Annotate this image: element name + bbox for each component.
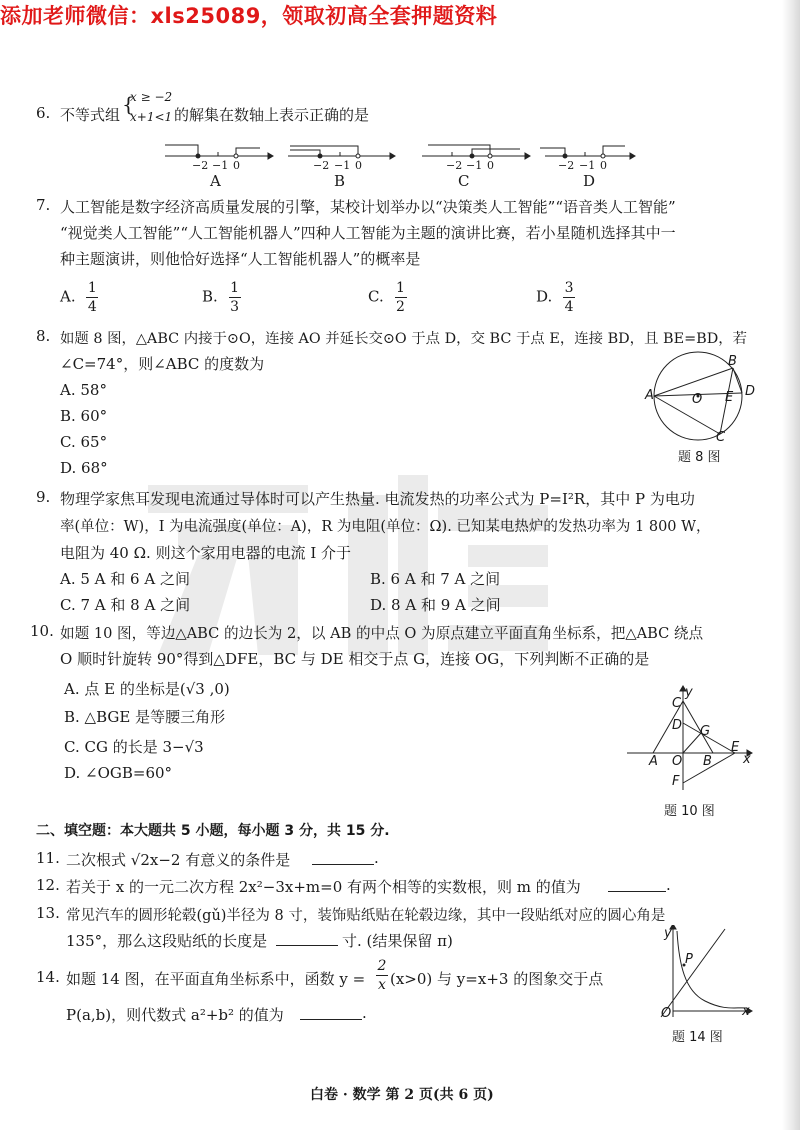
q6-axis-label-a-0: 0	[233, 159, 240, 172]
q8-caption: 题 8 图	[678, 450, 721, 465]
q9-line3: 电阻为 40 Ω. 则这个家用电器的电流 I 介于	[60, 544, 352, 562]
q10-label-g: G	[700, 724, 711, 739]
q9-option-c: C. 7 A 和 8 A 之间	[60, 596, 191, 614]
q7-option-a-label: A.	[60, 287, 76, 306]
q7-option-c-fraction	[395, 280, 407, 315]
q7-option-c	[368, 280, 407, 315]
q10-line2: O 顺时针旋转 90°得到△DFE，BC 与 DE 相交于点 G，连接 OG，下列判断不正确的是	[60, 650, 650, 668]
q8-label-e: E	[725, 390, 734, 405]
q8-label-a: A	[645, 388, 654, 403]
q7-line2: “视觉类人工智能”“人工智能机器人”四种人工智能为主题的演讲比赛，若小星随机选择其中一	[60, 224, 676, 242]
q7-option-b-label: B.	[202, 287, 218, 306]
q12-text: 若关于 x 的一元二次方程 2x²−3x+m=0 有两个相等的实数根，则 m 的值为	[66, 878, 581, 896]
q10-label-o: O	[672, 754, 683, 769]
q9-number: 9.	[36, 488, 51, 506]
q8-label-c: C	[716, 430, 726, 445]
page-edge-shadow	[782, 0, 800, 1130]
q10-label-f: F	[672, 774, 680, 789]
q12-end: .	[666, 876, 671, 894]
q10-line1: 如题 10 图，等边△ABC 的边长为 2，以 AB 的中点 O 为原点建立平面直角坐标系，把△ABC 绕点	[60, 625, 704, 642]
q6-axis-label-c-m1: −1	[466, 159, 483, 172]
q6-text: 不等式组	[60, 106, 121, 124]
q6-sys-top: x ≥ −2	[130, 90, 173, 104]
q7-option-c-num: 1	[396, 280, 405, 296]
q7-option-b-den: 3	[230, 299, 240, 315]
q7-option-a	[60, 280, 98, 315]
q8-label-b: B	[728, 354, 737, 369]
q9-option-b: B. 6 A 和 7 A 之间	[370, 570, 501, 588]
q6-axis-label-a-m1: −1	[212, 159, 229, 172]
q6-axis-label-d-m1: −1	[579, 159, 596, 172]
q10-number: 10.	[30, 622, 54, 640]
q8-number: 8.	[36, 327, 51, 345]
q14-line2a: P(a,b)，则代数式 a²+b² 的值为	[66, 1006, 284, 1024]
q12-answer-blank[interactable]	[608, 891, 666, 892]
q10-label-a: A	[649, 754, 658, 769]
q14-frac-num: 2	[377, 958, 387, 974]
q8-option-a: A. 58°	[60, 381, 107, 399]
q6-axis-label-b-m2: −2	[313, 159, 330, 172]
q6-axis-label-c-m2: −2	[446, 159, 463, 172]
q11-end: .	[374, 849, 379, 867]
q9-option-d: D. 8 A 和 9 A 之间	[370, 596, 501, 614]
q10-label-b: B	[703, 754, 712, 769]
q14-line2b: .	[362, 1004, 367, 1022]
q13-line2b: 寸. (结果保留 π)	[342, 932, 453, 950]
q8-line1: 如题 8 图，△ABC 内接于⊙O，连接 AO 并延长交⊙O 于点 D，交 BC 于点 E，连接 BD，且 BE=BD，若	[60, 331, 748, 347]
q8-option-c: C. 65°	[60, 433, 108, 451]
q6-axis-label-c-0: 0	[487, 159, 494, 172]
q10-label-y: y	[685, 685, 693, 700]
q10-label-e: E	[731, 740, 740, 755]
q7-option-c-den: 2	[396, 299, 405, 315]
q10-option-c: C. CG 的长是 3−√3	[64, 738, 204, 756]
q6-text2: 的解集在数轴上表示正确的是	[174, 106, 370, 124]
q8-label-d: D	[745, 384, 756, 399]
q9-option-a: A. 5 A 和 6 A 之间	[60, 570, 190, 588]
q13-line2a: 135°，那么这段贴纸的长度是	[66, 932, 268, 950]
q14-label-y: y	[664, 926, 672, 941]
q7-number: 7.	[36, 196, 51, 214]
q10-option-a: A. 点 E 的坐标是(√3 ,0)	[64, 680, 230, 698]
q6-number: 6.	[36, 104, 51, 122]
q10-option-d: D. ∠OGB=60°	[64, 764, 173, 782]
q7-option-b-fraction	[229, 280, 241, 315]
q6-option-b: B	[334, 172, 346, 190]
q14-fraction	[376, 958, 388, 993]
q14-line1a: 如题 14 图，在平面直角坐标系中，函数 y =	[66, 970, 366, 988]
q9-line2: 率(单位：W)，I 为电流强度(单位：A)，R 为电阻(单位：Ω). 已知某电热炉的发热功率为 1 800 W，	[60, 519, 711, 535]
q10-label-c: C	[672, 696, 682, 711]
q6-option-a: A	[210, 172, 221, 190]
q6-brace: {	[122, 92, 135, 116]
q14-label-o: O	[661, 1006, 672, 1021]
q7-line1: 人工智能是数字经济高质量发展的引擎，某校计划举办以“决策类人工智能”“语音类人工智能”	[60, 198, 676, 216]
q13-answer-blank[interactable]	[276, 945, 338, 946]
q12-number: 12.	[36, 876, 60, 894]
q7-option-a-den: 4	[87, 299, 97, 315]
q10-label-d: D	[672, 718, 683, 733]
q7-option-d	[536, 280, 575, 315]
q7-option-d-den: 4	[564, 299, 574, 315]
q6-option-c: C	[458, 172, 470, 190]
q8-option-b: B. 60°	[60, 407, 108, 425]
q10-label-x: x	[743, 752, 751, 767]
q8-option-d: D. 68°	[60, 459, 108, 477]
q14-frac-den: x	[378, 977, 386, 993]
q6-sys-bottom: x+1<1	[130, 110, 173, 124]
q6-option-d: D	[583, 172, 596, 190]
q10-caption: 题 10 图	[664, 804, 715, 819]
q14-number: 14.	[36, 968, 60, 986]
q14-label-p: P	[685, 952, 693, 967]
q8-line2: ∠C=74°，则∠ABC 的度数为	[60, 355, 265, 373]
q7-option-d-fraction	[563, 280, 575, 315]
q6-axis-label-d-0: 0	[600, 159, 607, 172]
q7-line3: 种主题演讲，则他恰好选择“人工智能机器人”的概率是	[60, 250, 421, 268]
q7-option-a-fraction	[86, 280, 98, 315]
q7-option-d-label: D.	[536, 287, 553, 306]
q7-option-c-label: C.	[368, 287, 384, 306]
q10-option-b: B. △BGE 是等腰三角形	[64, 708, 226, 726]
q14-caption: 题 14 图	[672, 1030, 723, 1045]
q6-axis-label-b-0: 0	[355, 159, 362, 172]
q14-answer-blank[interactable]	[300, 1019, 362, 1020]
q11-text: 二次根式 √2x−2 有意义的条件是	[66, 851, 291, 869]
q7-option-b-num: 1	[230, 280, 240, 296]
q11-answer-blank[interactable]	[312, 864, 374, 865]
q13-line1: 常见汽车的圆形轮毂(gǔ)半径为 8 寸，装饰贴纸贴在轮毂边缘，其中一段贴纸对应的圆心角是	[66, 908, 666, 924]
q14-label-x: x	[742, 1004, 750, 1019]
q7-option-b	[202, 280, 241, 315]
promo-banner: 添加老师微信：xls25089，领取初高全套押题资料	[0, 4, 498, 28]
q7-option-a-num: 1	[87, 280, 97, 296]
watermark-text	[138, 465, 140, 466]
q6-axis-label-a-m2: −2	[192, 159, 209, 172]
page-footer: 白卷 · 数学 第 2 页(共 6 页)	[310, 1087, 494, 1103]
section-title-fill-in: 二、填空题：本大题共 5 小题，每小题 3 分，共 15 分.	[36, 823, 390, 839]
q11-number: 11.	[36, 849, 60, 867]
q7-option-d-num: 3	[564, 280, 574, 296]
q14-line1b: (x>0) 与 y=x+3 的图象交于点	[390, 970, 604, 988]
q13-number: 13.	[36, 904, 60, 922]
q6-axis-label-b-m1: −1	[334, 159, 351, 172]
q9-line1: 物理学家焦耳发现电流通过导体时可以产生热量. 电流发热的功率公式为 P=I²R，其中 P 为电功	[60, 490, 695, 508]
q6-axis-label-d-m2: −2	[558, 159, 575, 172]
q8-label-o: O	[692, 392, 703, 407]
